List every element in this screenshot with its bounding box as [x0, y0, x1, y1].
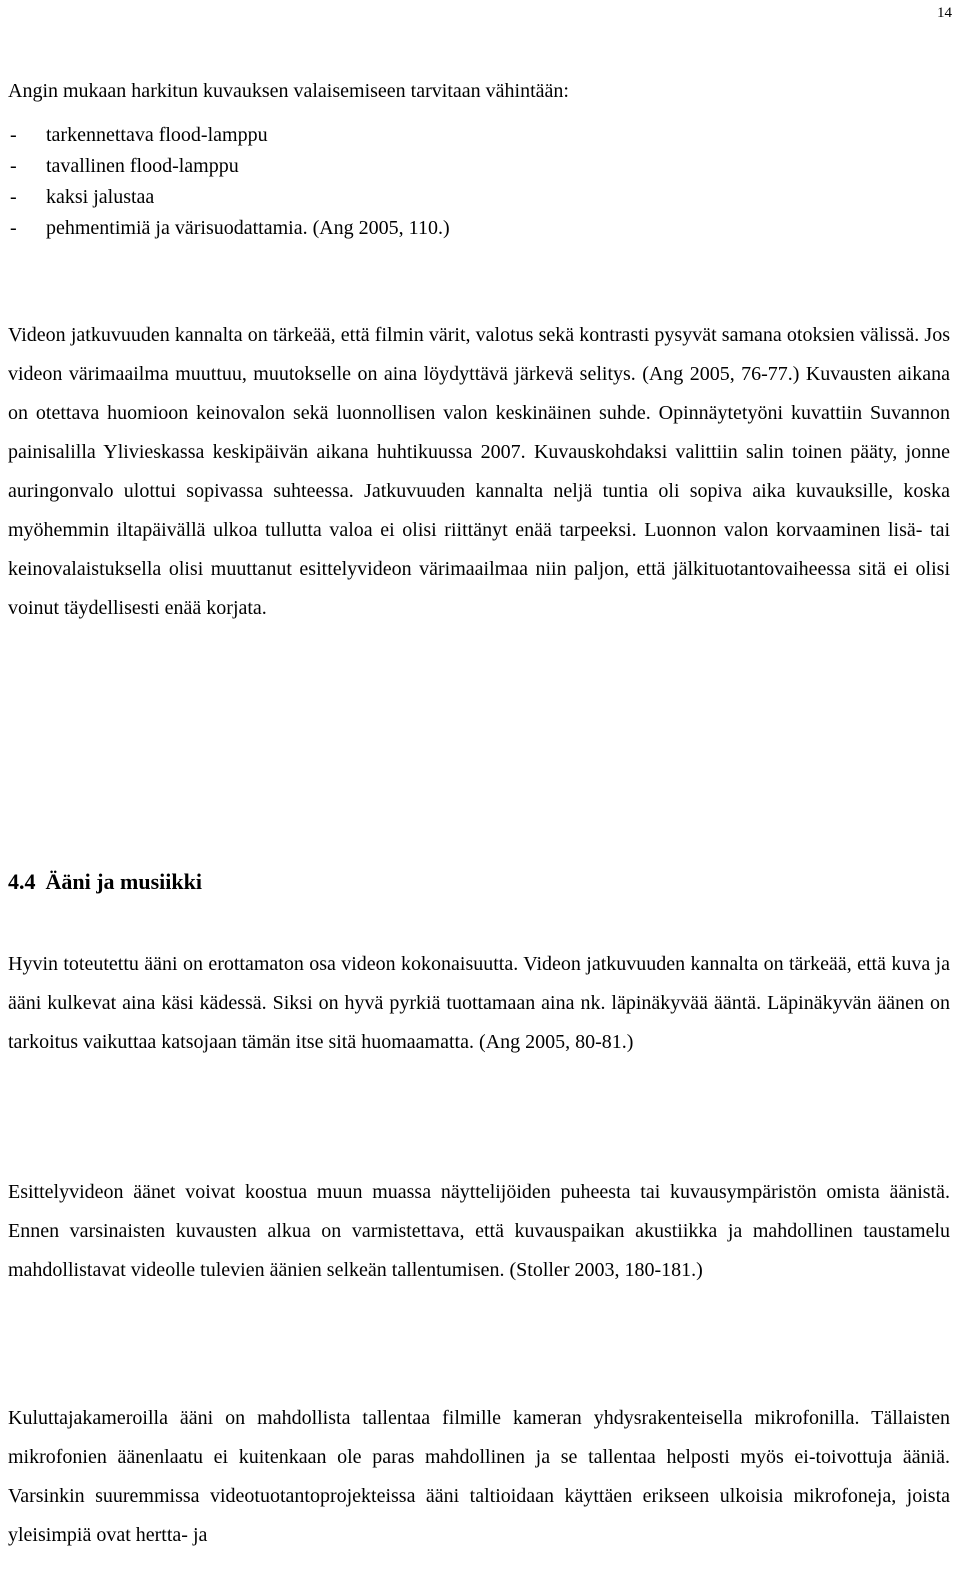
- paragraph-lighting-continuity: Videon jatkuvuuden kannalta on tärkeää, että filmin värit, valotus sekä kontrasti pysyvät samana otoksien välissä. Jos videon värimaailma muuttuu, muutokselle on aina löydyttävä järkevä selitys. (Ang 2005, 76-77.) Kuvausten aikana on otettava huomioon keinovalon sekä luonnollisen valon keskinäinen suhde. Opinnäytetyöni kuvattiin Suvannon painisalilla Ylivieskassa keskipäivän aikana huhtikuussa 2007. Kuvauskohdaksi valittiin salin toinen pääty, jonne auringonvalo ulottui sopivassa suhteessa. Jatkuvuuden kannalta neljä tuntia oli sopiva aika kuvauksille, koska myöhemmin iltapäivällä ulkoa tullutta valoa ei olisi riittänyt enää tarpeeksi. Luonnon valon korvaaminen lisä- tai keinovalaistuksella olisi muuttanut esittelyvideon värimaailmaa niin paljon, että jälkituotantovaiheessa sitä ei olisi voinut täydellisesti enää korjata.: [8, 324, 950, 619]
- section-number: 4.4: [8, 869, 36, 894]
- intro-line: Angin mukaan harkitun kuvauksen valaisemiseen tarvitaan vähintään:: [8, 80, 569, 102]
- bullet-marker: -: [10, 217, 17, 239]
- paragraph-sound-sources: Esittelyvideon äänet voivat koostua muun muassa näyttelijöiden puheesta tai kuvausympäristön omista äänistä. Ennen varsinaisten kuvausten alkua on varmistettava, että kuvauspaikan akustiikka ja mahdollinen taustamelu mahdollistavat videolle tulevien äänien selkeän tallentumisen. (Stoller 2003, 180-181.): [8, 1181, 950, 1281]
- list-item-text: tavallinen flood-lamppu: [46, 155, 239, 177]
- bullet-marker: -: [10, 186, 17, 208]
- section-heading: [8, 866, 202, 898]
- list-item-text: pehmentimiä ja värisuodattamia. (Ang 2005, 110.): [46, 217, 450, 239]
- section-title: Ääni ja musiikki: [45, 869, 202, 894]
- equipment-list: [8, 120, 950, 244]
- page-number: 14: [937, 5, 952, 21]
- paragraph-sound-intro: Hyvin toteutettu ääni on erottamaton osa videon kokonaisuutta. Videon jatkuvuuden kannalta on tärkeää, että kuva ja ääni kulkevat aina käsi kädessä. Siksi on hyvä pyrkiä tuottamaan aina nk. läpinäkyvää ääntä. Läpinäkyvän äänen on tarkoitus vaikuttaa katsojaan tämän itse sitä huomaamatta. (Ang 2005, 80-81.): [8, 953, 950, 1053]
- bullet-marker: -: [10, 155, 17, 177]
- list-item: [8, 213, 950, 244]
- list-item-text: kaksi jalustaa: [46, 186, 155, 208]
- bullet-marker: -: [10, 124, 17, 146]
- list-item: [8, 120, 950, 151]
- list-item-text: tarkennettava flood-lamppu: [46, 124, 268, 146]
- list-item: [8, 151, 950, 182]
- paragraph-microphones: Kuluttajakameroilla ääni on mahdollista tallentaa filmille kameran yhdysrakenteisella mikrofonilla. Tällaisten mikrofonien äänenlaatu ei kuitenkaan ole paras mahdollinen ja se tallentaa helposti myös ei-toivottuja ääniä. Varsinkin suuremmissa videotuotantoprojekteissa ääni taltioidaan käyttäen erikseen ulkoisia mikrofoneja, joista yleisimpiä ovat hertta- ja: [8, 1407, 950, 1546]
- list-item: [8, 182, 950, 213]
